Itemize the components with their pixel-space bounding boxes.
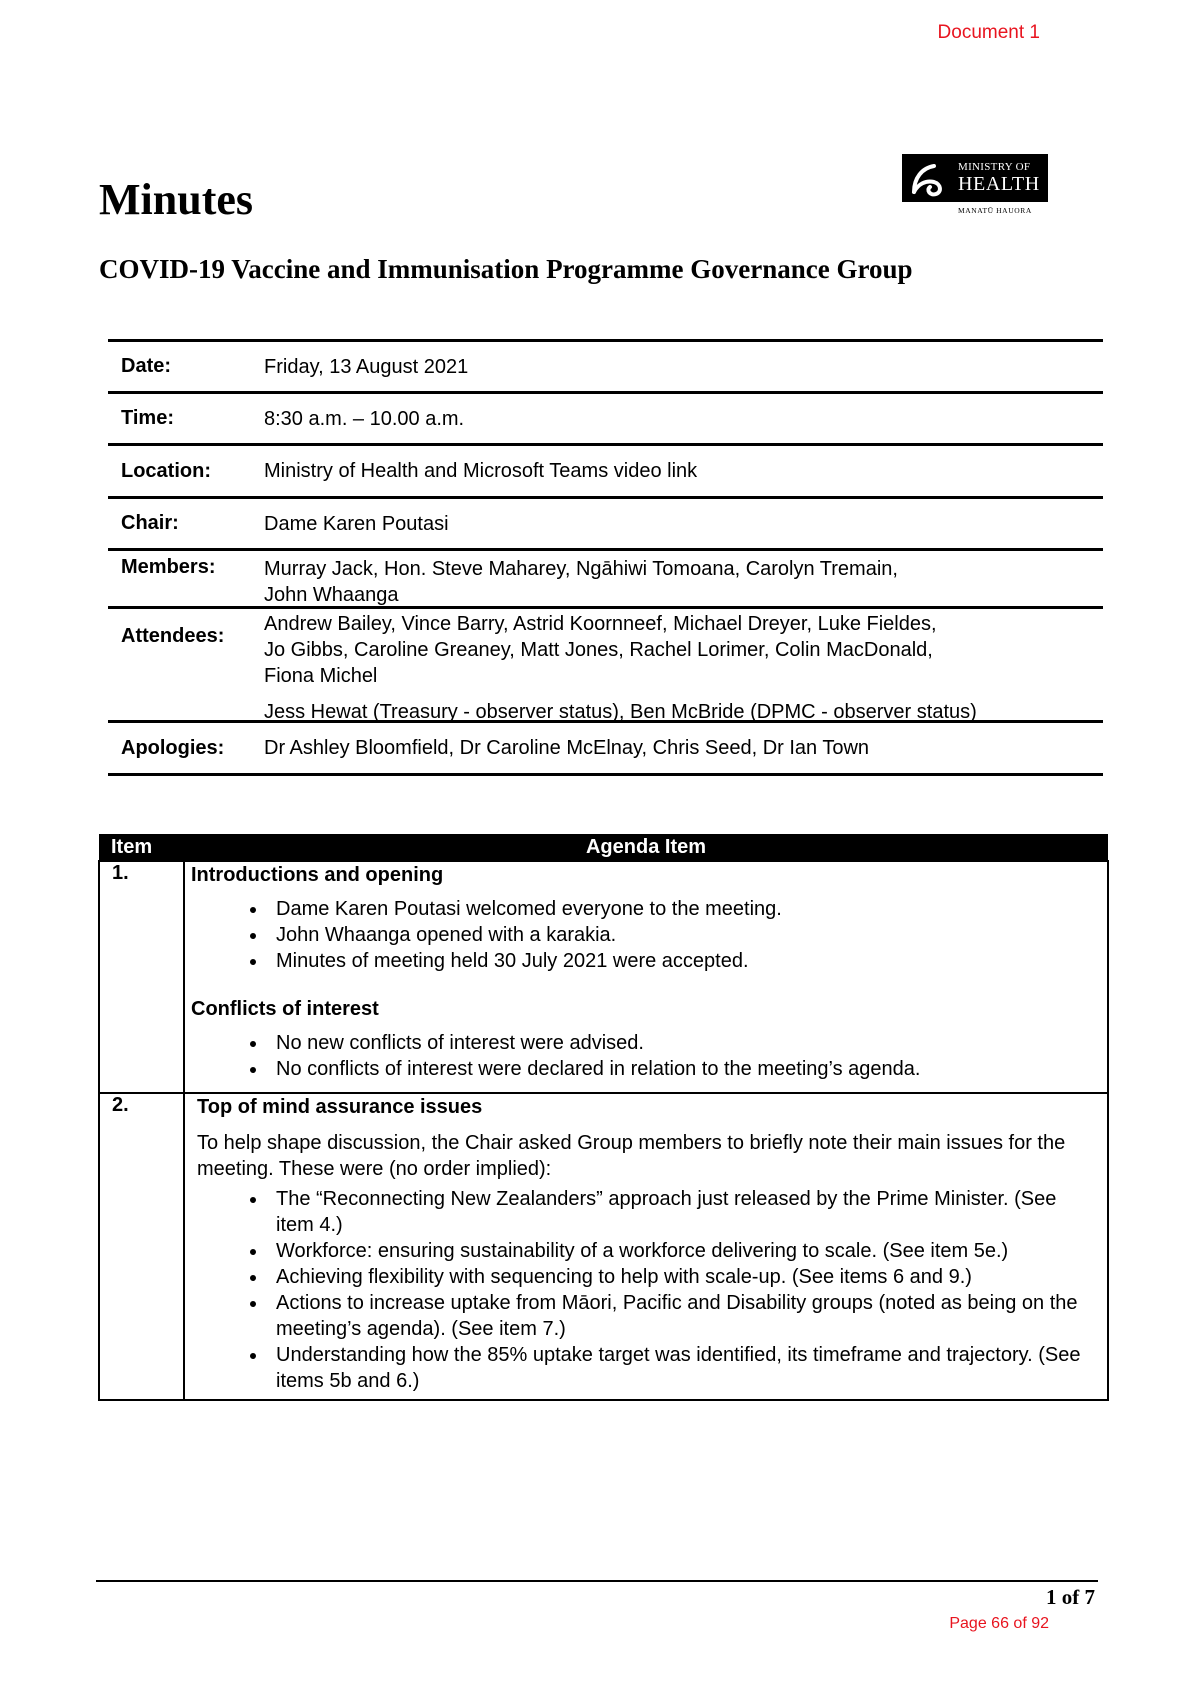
meeting-row-chair <box>108 496 1103 548</box>
agenda-header-item: Item <box>99 834 184 861</box>
list-item: • Minutes of meeting held 30 July 2021 were accepted. <box>268 948 1099 974</box>
meeting-row-time <box>108 391 1103 443</box>
meeting-value-line: Jess Hewat (Treasury - observer status), Ben McBride (DPMC - observer status) <box>264 701 977 723</box>
agenda-item-content <box>184 861 1108 1093</box>
page-title: Minutes <box>99 175 253 224</box>
meeting-row-date <box>108 339 1103 391</box>
meeting-label: Location: <box>121 459 211 482</box>
meeting-row-members <box>108 548 1103 606</box>
meeting-value: Dame Karen Poutasi <box>264 512 449 535</box>
agenda-header-row <box>99 834 1108 861</box>
logo-line-2: HEALTH <box>958 173 1040 195</box>
list-item: • Actions to increase uptake from Māori, Pacific and Disability groups (noted as being on the meeting’s agenda). (See item 7.) <box>268 1290 1099 1342</box>
agenda-item-number: 2. <box>99 1093 184 1400</box>
list-item: • Achieving flexibility with sequencing to help with scale-up. (See items 6 and 9.) <box>268 1264 1099 1290</box>
page-number: 1 of 7 <box>1046 1585 1095 1609</box>
page-count-stamp: Page 66 of 92 <box>949 1615 1049 1632</box>
meeting-row-apologies <box>108 720 1103 776</box>
meeting-value-line: Fiona Michel <box>264 665 378 687</box>
meeting-value-line: John Whaanga <box>264 584 399 606</box>
meeting-label: Date: <box>121 355 172 377</box>
ministry-logo <box>902 154 1048 202</box>
meeting-value-line: Jo Gibbs, Caroline Greaney, Matt Jones, Rachel Lorimer, Colin MacDonald, <box>264 639 933 661</box>
bullet-list <box>191 1030 1099 1082</box>
agenda-header-agenda-item: Agenda Item <box>184 834 1108 861</box>
meeting-row-location <box>108 443 1103 496</box>
list-item: • Understanding how the 85% uptake target was identified, its timeframe and trajectory. (See items 5b and 6.) <box>268 1342 1099 1394</box>
ministry-of-health-koru-icon <box>908 158 948 198</box>
agenda-item-content <box>184 1093 1108 1400</box>
agenda-row <box>99 861 1108 1093</box>
agenda-item-subheading: Conflicts of interest <box>191 998 379 1020</box>
meeting-details-table <box>108 339 1103 776</box>
logo-line-3: MANATŪ HAUORA <box>958 206 1032 215</box>
meeting-label: Time: <box>121 407 174 429</box>
meeting-value <box>264 611 1103 723</box>
meeting-label: Attendees: <box>121 625 225 647</box>
agenda-item-heading: Top of mind assurance issues <box>197 1096 483 1118</box>
agenda-table <box>98 834 1109 1401</box>
list-item: • No conflicts of interest were declared in relation to the meeting’s agenda. <box>268 1056 1099 1082</box>
meeting-row-attendees <box>108 606 1103 723</box>
page-subtitle: COVID-19 Vaccine and Immunisation Programme Governance Group <box>99 254 913 284</box>
meeting-value <box>264 556 1103 606</box>
bullet-list <box>191 1186 1099 1394</box>
meeting-value: Ministry of Health and Microsoft Teams video link <box>264 460 698 482</box>
agenda-item-heading: Introductions and opening <box>191 864 444 886</box>
footer-divider <box>96 1580 1098 1582</box>
meeting-value: Dr Ashley Bloomfield, Dr Caroline McElnay, Chris Seed, Dr Ian Town <box>264 737 870 759</box>
agenda-row <box>99 1093 1108 1400</box>
meeting-label: Apologies: <box>121 736 225 759</box>
list-item: • John Whaanga opened with a karakia. <box>268 922 1099 948</box>
meeting-value: Friday, 13 August 2021 <box>264 355 469 378</box>
list-item: • Workforce: ensuring sustainability of a workforce delivering to scale. (See item 5e.) <box>268 1238 1099 1264</box>
agenda-item-number: 1. <box>99 861 184 1093</box>
list-item: • Dame Karen Poutasi welcomed everyone to the meeting. <box>268 896 1099 922</box>
list-item: • No new conflicts of interest were advised. <box>268 1030 1099 1056</box>
meeting-label: Chair: <box>121 512 179 534</box>
list-item: • The “Reconnecting New Zealanders” approach just released by the Prime Minister. (See item 4.) <box>268 1186 1099 1238</box>
document-label: Document 1 <box>937 22 1040 43</box>
bullet-list <box>191 896 1099 974</box>
meeting-value-line: Andrew Bailey, Vince Barry, Astrid Koornneef, Michael Dreyer, Luke Fieldes, <box>264 613 937 635</box>
meeting-value-line: Murray Jack, Hon. Steve Maharey, Ngāhiwi Tomoana, Carolyn Tremain, <box>264 558 898 580</box>
agenda-item-paragraph: To help shape discussion, the Chair asked Group members to briefly note their main issues for the meeting. These were (no order implied): <box>197 1132 1066 1180</box>
meeting-label: Members: <box>121 556 216 578</box>
logo-line-1: MINISTRY OF <box>958 161 1031 173</box>
meeting-value: 8:30 a.m. – 10.00 a.m. <box>264 407 465 430</box>
